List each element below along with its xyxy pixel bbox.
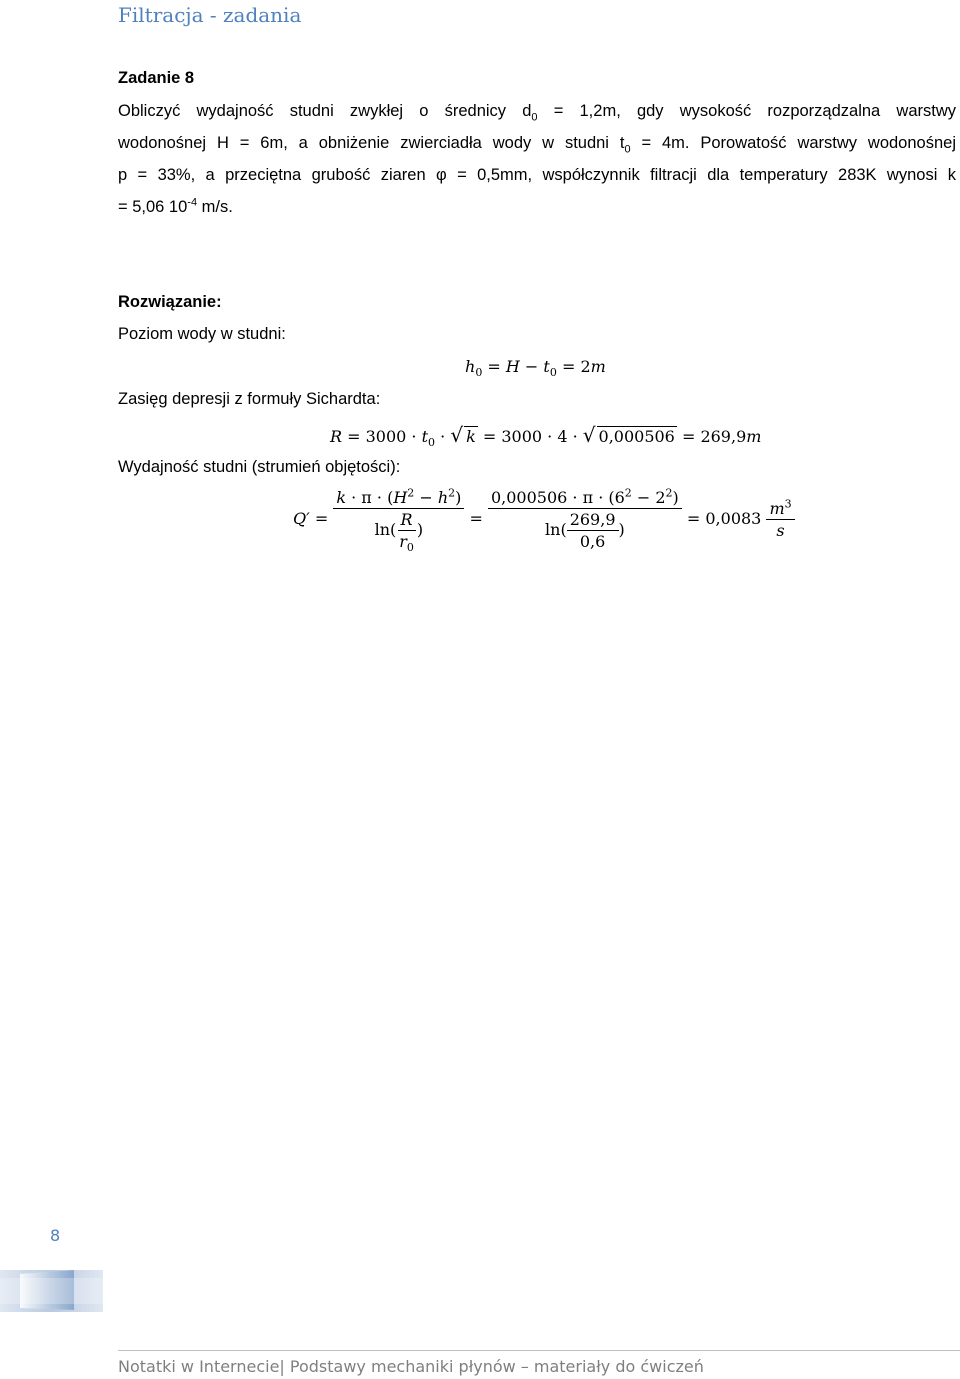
equation-yield: Q′ = $k \cdot \pi \cdot (H^2 - h^2)$ ln( $\frac{R}{r_0}$ ) = $0,000506 \cdot \pi \cdot (6^2 - 2^2)$ ln( $\frac{269,9}{0,6}$ ) = 0,0083 $\frac{m^3}{s}$ [293,488,795,551]
page-number: 8 [50,1226,61,1245]
equation-depression-range: $R = 3000 \cdot t_0$ · √ k = 3000 · 4 · √ 0,000506 = 269,9m [330,423,762,450]
footer-divider [118,1350,960,1351]
yield-label: Wydajność studni (strumień objętości): [118,458,401,476]
water-level-label: Poziom wody w studni: [118,325,286,343]
task-line-3: p = 33%, a przeciętna grubość ziaren φ = 0,5mm, współczynnik filtracji dla temperatury 283K wynosi k [118,166,956,184]
solution-heading: Rozwiązanie: [118,293,222,311]
task-line-1: Obliczyć wydajność studni zwykłej o średnicy $d_0 = 1,2m$, gdy wysokość rozporządzalna warstwy [118,102,956,124]
depression-label: Zasięg depresji z formuły Sichardta: [118,390,381,408]
task-heading: Zadanie 8 [118,69,195,87]
decorative-page-corner-icon [0,1270,103,1312]
task-line-2: wodonośnej H = 6m, a obniżenie zwierciadła wody w studni $t_0 = 4m$. Porowatość warstwy wodonośnej [118,134,956,156]
document-title: Filtracja - zadania [118,3,302,27]
equation-water-level: $h_0 = H - t_0 = 2m$ [465,357,606,380]
task-line-4: = 5,06 $10^{-4}$ m/s. [118,196,233,216]
footer-text: Notatki w Internecie| Podstawy mechaniki płynów – materiały do ćwiczeń [118,1357,704,1376]
